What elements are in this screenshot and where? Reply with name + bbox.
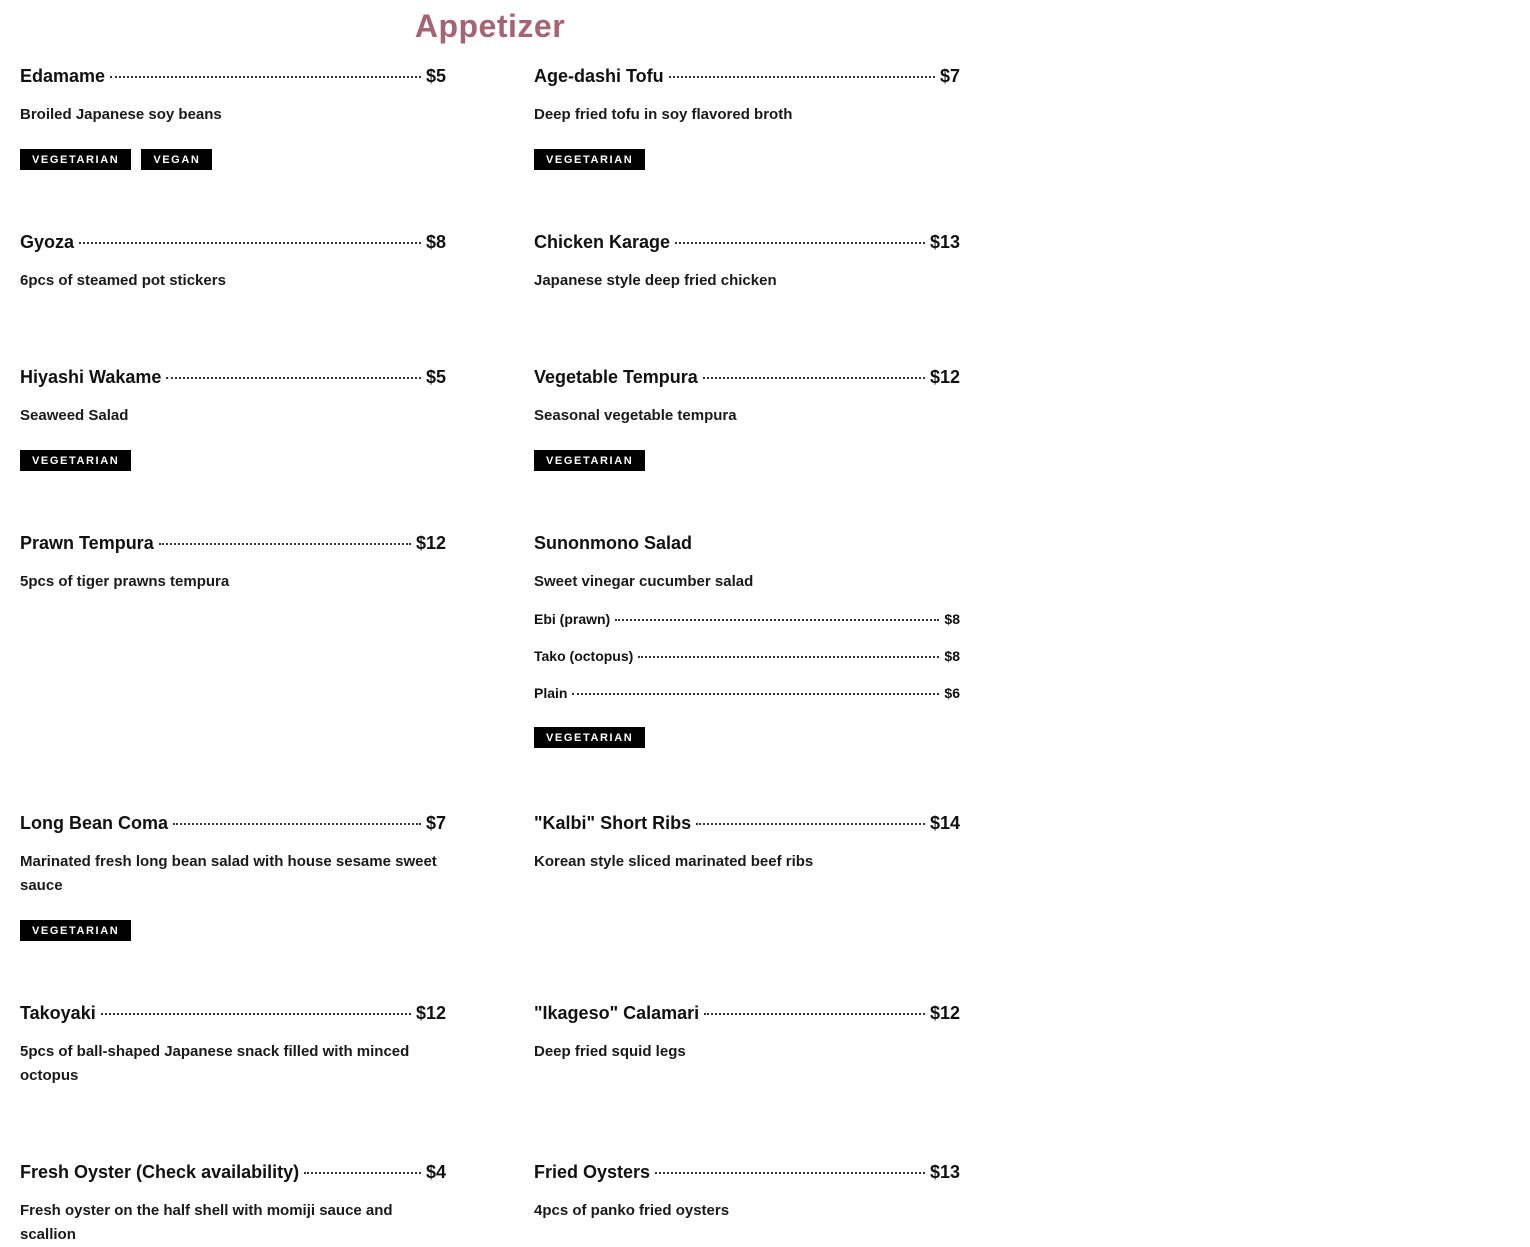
item-price: $14 bbox=[929, 813, 960, 833]
tag-list bbox=[20, 450, 446, 471]
tag-badge: VEGETARIAN bbox=[20, 920, 131, 941]
dot-leader bbox=[696, 823, 925, 825]
menu-item-gyoza bbox=[20, 232, 446, 293]
option-price: $8 bbox=[944, 648, 960, 664]
item-name: Hiyashi Wakame bbox=[20, 367, 162, 387]
dot-leader bbox=[675, 242, 925, 244]
item-description: Japanese style deep fried chicken bbox=[534, 272, 777, 289]
option-row bbox=[534, 648, 960, 668]
item-price: $7 bbox=[939, 66, 960, 86]
item-price: $12 bbox=[415, 533, 446, 553]
item-price: $5 bbox=[425, 66, 446, 86]
option-name: Ebi (prawn) bbox=[534, 611, 611, 627]
tag-badge: VEGAN bbox=[141, 149, 212, 170]
tag-list bbox=[534, 450, 960, 471]
item-description: Seaweed Salad bbox=[20, 407, 129, 424]
tag-list bbox=[20, 149, 446, 170]
tag-list bbox=[20, 920, 446, 941]
menu-item-chicken-karage bbox=[534, 232, 960, 293]
dot-leader bbox=[572, 693, 939, 695]
dot-leader bbox=[159, 543, 411, 545]
dot-leader bbox=[703, 377, 925, 379]
tag-badge: VEGETARIAN bbox=[534, 149, 645, 170]
dot-leader bbox=[304, 1172, 421, 1174]
item-name: Long Bean Coma bbox=[20, 813, 169, 833]
menu-item-takoyaki bbox=[20, 1003, 446, 1088]
menu-item-sunonmono-salad bbox=[534, 533, 960, 748]
menu-item-fried-oysters bbox=[534, 1162, 960, 1223]
tag-badge: VEGETARIAN bbox=[534, 450, 645, 471]
dot-leader bbox=[79, 242, 421, 244]
item-name: Chicken Karage bbox=[534, 232, 671, 252]
menu-item-vegetable-tempura bbox=[534, 367, 960, 471]
item-description: Deep fried tofu in soy flavored broth bbox=[534, 106, 793, 123]
item-description: 4pcs of panko fried oysters bbox=[534, 1202, 730, 1219]
item-price: $13 bbox=[929, 1162, 960, 1182]
tag-badge: VEGETARIAN bbox=[20, 149, 131, 170]
item-name: "Ikageso" Calamari bbox=[534, 1003, 700, 1023]
item-description: Marinated fresh long bean salad with house sesame sweet sauce bbox=[20, 853, 437, 894]
item-name: Sunonmono Salad bbox=[534, 533, 693, 553]
menu-item-edamame bbox=[20, 66, 446, 170]
menu-item-hiyashi-wakame bbox=[20, 367, 446, 471]
item-price: $5 bbox=[425, 367, 446, 387]
item-price: $8 bbox=[425, 232, 446, 252]
item-price: $13 bbox=[929, 232, 960, 252]
item-description: Broiled Japanese soy beans bbox=[20, 106, 222, 123]
item-description: 5pcs of tiger prawns tempura bbox=[20, 573, 230, 590]
option-row bbox=[534, 611, 960, 631]
dot-leader bbox=[655, 1172, 925, 1174]
item-price: $7 bbox=[425, 813, 446, 833]
item-name: Age-dashi Tofu bbox=[534, 66, 664, 86]
item-description: Korean style sliced marinated beef ribs bbox=[534, 853, 814, 870]
item-price: $12 bbox=[415, 1003, 446, 1023]
item-name: "Kalbi" Short Ribs bbox=[534, 813, 692, 833]
dot-leader bbox=[173, 823, 421, 825]
item-name: Vegetable Tempura bbox=[534, 367, 698, 387]
option-price: $8 bbox=[944, 611, 960, 627]
option-price: $6 bbox=[944, 685, 960, 701]
item-description: Deep fried squid legs bbox=[534, 1043, 686, 1060]
dot-leader bbox=[704, 1013, 925, 1015]
dot-leader bbox=[166, 377, 421, 379]
item-name: Fried Oysters bbox=[534, 1162, 651, 1182]
item-price: $12 bbox=[929, 367, 960, 387]
menu-item-age-dashi-tofu bbox=[534, 66, 960, 170]
option-name: Plain bbox=[534, 685, 568, 701]
item-description: 5pcs of ball-shaped Japanese snack filled with minced octopus bbox=[20, 1043, 410, 1084]
item-price: $4 bbox=[425, 1162, 446, 1182]
menu-item-prawn-tempura bbox=[20, 533, 446, 594]
item-description: Seasonal vegetable tempura bbox=[534, 407, 737, 424]
item-description: Fresh oyster on the half shell with momiji sauce and scallion bbox=[20, 1202, 393, 1243]
tag-badge: VEGETARIAN bbox=[534, 727, 645, 748]
item-name: Fresh Oyster (Check availability) bbox=[20, 1162, 300, 1182]
menu-item-ikageso-calamari bbox=[534, 1003, 960, 1064]
menu-item-fresh-oyster bbox=[20, 1162, 446, 1247]
item-description: 6pcs of steamed pot stickers bbox=[20, 272, 226, 289]
item-name: Prawn Tempura bbox=[20, 533, 154, 553]
tag-list bbox=[534, 149, 960, 170]
item-price: $12 bbox=[929, 1003, 960, 1023]
dot-leader bbox=[101, 1013, 411, 1015]
item-name: Takoyaki bbox=[20, 1003, 96, 1023]
dot-leader bbox=[110, 76, 421, 78]
menu-item-kalbi-short-ribs bbox=[534, 813, 960, 874]
item-name: Edamame bbox=[20, 66, 106, 86]
option-row bbox=[534, 685, 960, 705]
dot-leader bbox=[615, 619, 939, 621]
item-description: Sweet vinegar cucumber salad bbox=[534, 573, 754, 590]
dot-leader bbox=[638, 656, 939, 658]
option-name: Tako (octopus) bbox=[534, 648, 634, 664]
menu-item-long-bean-coma bbox=[20, 813, 446, 941]
page-title: Appetizer bbox=[414, 8, 566, 44]
tag-badge: VEGETARIAN bbox=[20, 450, 131, 471]
dot-leader bbox=[669, 76, 935, 78]
tag-list bbox=[534, 727, 960, 748]
item-name: Gyoza bbox=[20, 232, 75, 252]
